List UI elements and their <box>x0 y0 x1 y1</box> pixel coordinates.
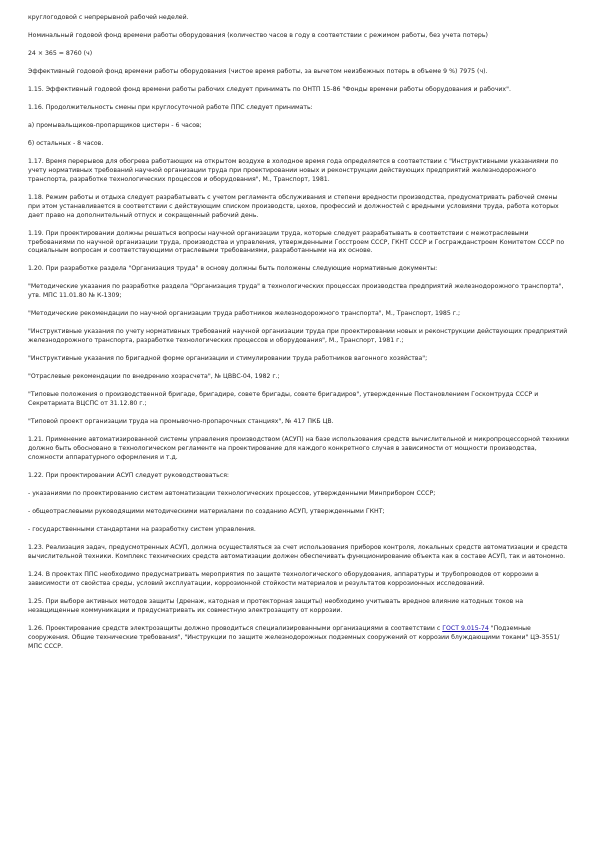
paragraph-text: 1.26. Проектирование средств электрозащиты должно проводиться специализированными организациями в соответствии с <box>28 624 443 632</box>
reference-item: "Типовые положения о производственной бригаде, бригадире, совете бригады, совете бригадиров", утвержденные Постановлением Госкомтруда СССР и Секретариата ВЦСПС от 31.12.80 г.; <box>28 391 539 408</box>
paragraph: круглогодовой с непрерывной рабочей неделей. <box>28 14 189 21</box>
reference-item: "Инструктивные указания по учету нормативных требований научной организации труда при проектировании новых и реконструкции действующих предприятий железнодорожного транспорта, разработке технологических процессов и оборудования", М., Транспорт, 1981 г.; <box>28 328 568 345</box>
paragraph-1-18: 1.18. Режим работы и отдыха следует разрабатывать с учетом регламента обслуживания и степени вредности производства, предусматривать рабочей смены при этом устанавливается в соответствии с действующим списком производств, цехов, профессий и должностей с вредными условиями труда, работа которых дает право на дополнительный отпуск и сокращенный рабочий день. <box>28 193 559 219</box>
paragraph-1-23: 1.23. Реализация задач, предусмотренных АСУП, должна осуществляться за счет использования приборов контроля, локальных средств автоматизации и средств вычислительной техники. Комплекс технических средств автоматизации должен обеспечивать функционирование объекта как в составе АСУП, так и автономно. <box>28 543 568 560</box>
list-item: - государственными стандартами на разработку систем управления. <box>28 525 256 533</box>
list-item: - указаниями по проектированию систем автоматизации технологических процессов, утвержденными Минприбором СССР; <box>28 489 436 497</box>
paragraph-1-24: 1.24. В проектах ППС необходимо предусматривать мероприятия по защите технологического оборудования, аппаратуры и трубопроводов от коррозии в зависимости от свойства среды, условий эксплуатации, коррозионной стойкости материалов и результатов коррозионных исследований. <box>28 570 539 587</box>
reference-item: "Методические рекомендации по научной организации труда работников железнодорожного транспорта", М., Транспорт, 1985 г.; <box>28 310 461 318</box>
paragraph: Номинальный годовой фонд времени работы оборудования (количество часов в году в соответствии с режимом работы, без учета потерь) <box>28 32 488 39</box>
paragraph-1-15: 1.15. Эффективный годовой фонд времени работы рабочих следует принимать по ОНТП 15-86 "Фонды времени работы оборудования и рабочих". <box>28 86 511 93</box>
list-item: б) остальных - 8 часов. <box>28 140 104 147</box>
paragraph: Эффективный годовой фонд времени работы оборудования (чистое время работы, за вычетом неизбежных потерь в объеме 9 %) 7975 (ч). <box>28 68 488 75</box>
gost-link[interactable]: ГОСТ 9.015-74 <box>442 624 489 632</box>
paragraph-1-19: 1.19. При проектировании должны решаться вопросы научной организации труда, которые следует разрабатывать в соответствии с межотраслевыми требованиями по научной организации труда, производства и управления, утвержденными Госстроем СССР, ГКНТ СССР и Госгражданстроем Комитетом СССР по социальным вопросам и соответствующими отраслевыми требованиями, разработанными на их основе. <box>28 229 565 255</box>
paragraph-1-26 <box>28 625 569 652</box>
list-item: а) промывальщиков-пропарщиков цистерн - 6 часов; <box>28 122 202 129</box>
list-item: - общеотраслевыми руководящими методическими материалами по созданию АСУП, утвержденными ГКНТ; <box>28 507 385 515</box>
reference-item: "Инструктивные указания по бригадной форме организации и стимулировании труда работников вагонного хозяйства"; <box>28 355 428 363</box>
paragraph-text: "Подземные сооружения. Общие технические требования", "Инструкции по защите железнодорожных подземных сооружений от коррозии блуждающими токами" ЦЭ-3551/МПС СССР. <box>28 624 560 650</box>
paragraph-1-25: 1.25. При выборе активных методов защиты (дренаж, катодная и протекторная защиты) необходимо учитывать вредное влияние катодных токов на незащищенные коммуникации и предусматривать их совместную электрозащиту от коррозии. <box>28 597 524 614</box>
paragraph-1-20: 1.20. При разработке раздела "Организация труда" в основу должны быть положены следующие нормативные документы: <box>28 265 438 273</box>
paragraph-1-22: 1.22. При проектировании АСУП следует руководствоваться: <box>28 471 229 479</box>
formula-line: 24 × 365 = 8760 (ч) <box>28 50 93 57</box>
reference-item: "Отраслевые рекомендации по внедрению хозрасчета", № ЦВВС-04, 1982 г.; <box>28 373 280 381</box>
paragraph-1-17: 1.17. Время перерывов для обогрева работающих на открытом воздухе в холодное время года определяется в соответствии с "Инструктивными указаниями по учету нормативных требований научной организации труда при проектировании новых и реконструкции действующих предприятий железнодорожного транспорта, разработке технологических процессов и оборудования", М., Транспорт, 1981. <box>28 158 559 183</box>
reference-item: "Методические указания по разработке раздела "Организация труда" в технологических процессах производства предприятий железнодорожного транспорта", утв. МПС 11.01.80 № К-1309; <box>28 283 564 300</box>
paragraph-1-16: 1.16. Продолжительность смены при круглосуточной работе ППС следует принимать: <box>28 104 313 111</box>
reference-item: "Типовой проект организации труда на промывочно-пропарочных станциях", № 417 ПКБ ЦВ. <box>28 418 334 426</box>
paragraph-1-21: 1.21. Применение автоматизированной системы управления производством (АСУП) на базе использования средств вычислительной и микропроцессорной техники должно быть обосновано в технологическом регламенте на проектирование для каждого конкретного случая в зависимости от мощности производства, сложности аппаратурного оформления и т.д. <box>28 436 569 461</box>
